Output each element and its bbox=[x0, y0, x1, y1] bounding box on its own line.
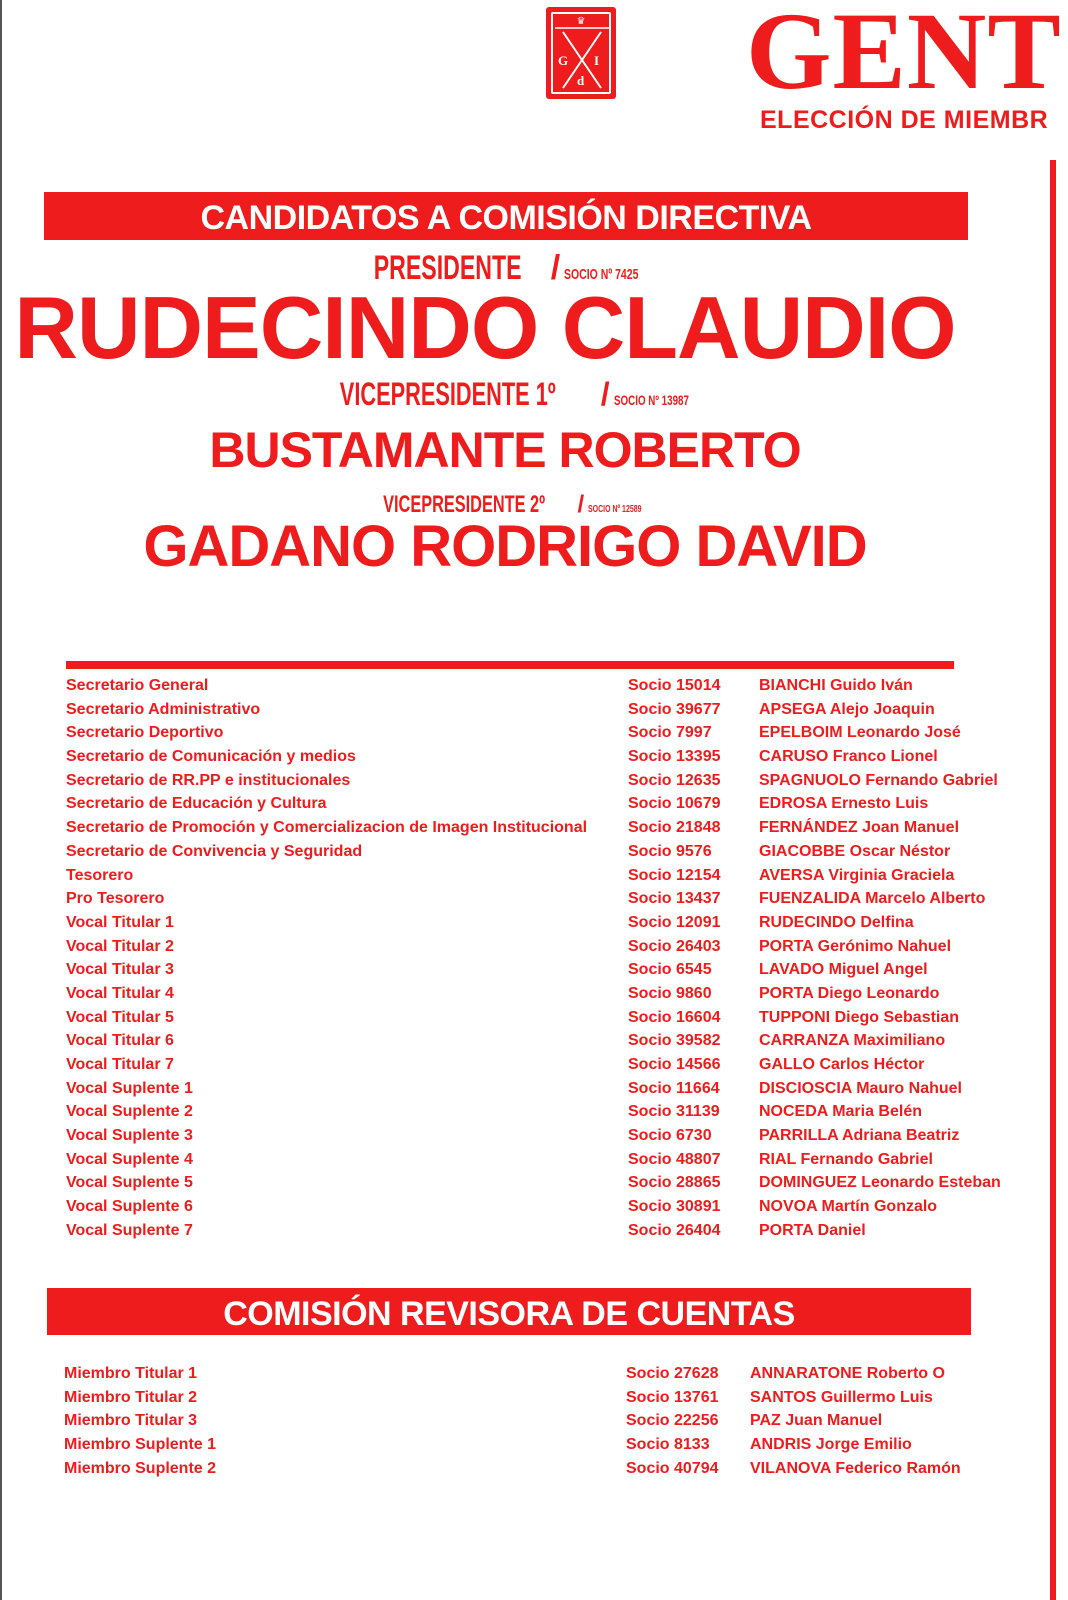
crest-letter-left: G bbox=[558, 53, 569, 68]
row-name: DISCIOSCIA Mauro Nahuel bbox=[759, 1079, 962, 1097]
row-role: Secretario de Convivencia y Seguridad bbox=[66, 842, 363, 860]
row-socio: Socio 7997 bbox=[628, 724, 712, 742]
row-name: GALLO Carlos Héctor bbox=[759, 1056, 925, 1073]
row-name: EDROSA Ernesto Luis bbox=[759, 795, 929, 813]
row-role: Miembro Titular 2 bbox=[64, 1388, 198, 1406]
row-role: Secretario General bbox=[66, 677, 209, 694]
row-role: Secretario de Educación y Cultura bbox=[66, 795, 327, 813]
crown-icon: ♛ bbox=[576, 16, 586, 27]
row-socio: Socio 12154 bbox=[628, 866, 721, 884]
crest-frame bbox=[551, 12, 611, 94]
row-socio: Socio 10679 bbox=[628, 795, 721, 813]
row-name: RUDECINDO Delfina bbox=[759, 913, 914, 931]
row-role: Vocal Suplente 6 bbox=[66, 1198, 193, 1216]
row-role: Miembro Suplente 2 bbox=[64, 1459, 217, 1477]
row-socio: Socio 48807 bbox=[628, 1150, 721, 1168]
vice2-socio: SOCIO Nº 12589 bbox=[588, 504, 642, 515]
row-name: NOVOA Martín Gonzalo bbox=[759, 1198, 938, 1216]
row-socio: Socio 30891 bbox=[628, 1198, 721, 1216]
row-name: ANDRIS Jorge Emilio bbox=[750, 1436, 912, 1454]
row-name: SPAGNUOLO Fernando Gabriel bbox=[759, 771, 998, 789]
row-name: CARUSO Franco Lionel bbox=[759, 748, 938, 766]
row-socio: Socio 39582 bbox=[628, 1032, 721, 1050]
row-socio: Socio 27628 bbox=[626, 1365, 719, 1382]
row-socio: Socio 6730 bbox=[628, 1127, 712, 1145]
row-role: Miembro Suplente 1 bbox=[64, 1436, 217, 1454]
row-name: ANNARATONE Roberto O bbox=[750, 1365, 945, 1382]
row-role: Vocal Titular 6 bbox=[66, 1032, 174, 1050]
row-name: EPELBOIM Leonardo José bbox=[759, 724, 961, 742]
presidente-name: RUDECINDO CLAUDIO bbox=[14, 278, 956, 377]
right-divider bbox=[1050, 160, 1056, 1600]
row-socio: Socio 21848 bbox=[628, 819, 721, 837]
row-name: PORTA Diego Leonardo bbox=[759, 984, 940, 1002]
separator: / bbox=[550, 249, 561, 287]
vice1-name: BUSTAMANTE ROBERTO bbox=[209, 422, 801, 478]
vice1-socio: SOCIO Nº 13987 bbox=[613, 392, 689, 408]
row-socio: Socio 31139 bbox=[628, 1103, 720, 1121]
row-socio: Socio 8133 bbox=[626, 1436, 710, 1454]
row-name: PARRILLA Adriana Beatriz bbox=[759, 1127, 960, 1145]
row-name: RIAL Fernando Gabriel bbox=[759, 1150, 933, 1168]
row-name: VILANOVA Federico Ramón bbox=[750, 1459, 961, 1477]
crest-letter-bottom: d bbox=[577, 73, 585, 88]
row-socio: Socio 9576 bbox=[628, 842, 712, 860]
row-role: Pro Tesorero bbox=[66, 890, 165, 908]
row-role: Vocal Suplente 3 bbox=[66, 1127, 193, 1145]
row-name: GIACOBBE Oscar Néstor bbox=[759, 842, 951, 860]
presidente-socio: SOCIO Nº 7425 bbox=[564, 266, 639, 283]
row-role: Vocal Titular 1 bbox=[66, 913, 174, 931]
row-role: Secretario Deportivo bbox=[66, 724, 224, 742]
row-role: Secretario de Promoción y Comercializacion de Imagen Institucional bbox=[66, 819, 588, 837]
row-socio: Socio 15014 bbox=[628, 677, 721, 694]
row-socio: Socio 13395 bbox=[628, 748, 721, 766]
row-socio: Socio 26404 bbox=[628, 1221, 721, 1239]
vice1-role: VICEPRESIDENTE 1º bbox=[340, 376, 556, 412]
row-socio: Socio 9860 bbox=[628, 984, 712, 1002]
row-socio: Socio 39677 bbox=[628, 700, 721, 718]
row-role: Miembro Titular 1 bbox=[64, 1365, 198, 1382]
row-name: BIANCHI Guido Iván bbox=[759, 677, 913, 694]
row-name: FUENZALIDA Marcelo Alberto bbox=[759, 890, 986, 908]
row-name: PORTA Daniel bbox=[759, 1221, 866, 1239]
row-role: Tesorero bbox=[66, 866, 134, 884]
row-name: AVERSA Virginia Graciela bbox=[759, 866, 955, 884]
row-socio: Socio 40794 bbox=[626, 1459, 719, 1477]
row-name: CARRANZA Maximiliano bbox=[759, 1032, 946, 1050]
directiva-banner: CANDIDATOS A COMISIÓN DIRECTIVA bbox=[44, 192, 968, 240]
club-crest-icon bbox=[546, 7, 616, 99]
row-socio: Socio 13761 bbox=[626, 1388, 719, 1406]
row-socio: Socio 12635 bbox=[628, 771, 721, 789]
row-name: LAVADO Miguel Angel bbox=[759, 961, 928, 979]
separator: / bbox=[600, 376, 610, 412]
row-name: NOCEDA Maria Belén bbox=[759, 1103, 922, 1121]
row-role: Miembro Titular 3 bbox=[64, 1412, 198, 1430]
row-name: SANTOS Guillermo Luis bbox=[750, 1388, 933, 1406]
row-socio: Socio 26403 bbox=[628, 937, 721, 955]
row-role: Vocal Titular 4 bbox=[66, 984, 174, 1002]
row-socio: Socio 14566 bbox=[628, 1056, 721, 1073]
row-role: Secretario Administrativo bbox=[66, 700, 261, 718]
row-socio: Socio 28865 bbox=[628, 1174, 721, 1192]
presidente-role: PRESIDENTE bbox=[374, 249, 522, 287]
row-role: Vocal Titular 2 bbox=[66, 937, 174, 955]
section-divider bbox=[66, 661, 954, 669]
row-role: Vocal Suplente 1 bbox=[66, 1079, 193, 1097]
row-name: APSEGA Alejo Joaquin bbox=[759, 700, 935, 718]
row-role: Vocal Suplente 2 bbox=[66, 1103, 193, 1121]
row-name: PAZ Juan Manuel bbox=[750, 1412, 883, 1430]
row-socio: Socio 13437 bbox=[628, 890, 721, 908]
row-socio: Socio 12091 bbox=[628, 913, 721, 931]
brand-title: GENT bbox=[746, 0, 1062, 112]
row-role: Vocal Titular 7 bbox=[66, 1056, 174, 1073]
crest-letter-right: I bbox=[594, 53, 600, 68]
separator: / bbox=[577, 491, 585, 518]
page-edge bbox=[0, 0, 2, 1600]
row-role: Vocal Suplente 5 bbox=[66, 1174, 193, 1192]
row-role: Secretario de RR.PP e institucionales bbox=[66, 771, 351, 789]
row-name: PORTA Gerónimo Nahuel bbox=[759, 937, 952, 955]
vice2-role: VICEPRESIDENTE 2º bbox=[383, 491, 546, 518]
row-role: Vocal Suplente 4 bbox=[66, 1150, 193, 1168]
row-role: Secretario de Comunicación y medios bbox=[66, 748, 356, 766]
row-socio: Socio 6545 bbox=[628, 961, 712, 979]
row-socio: Socio 22256 bbox=[626, 1412, 719, 1430]
row-name: TUPPONI Diego Sebastian bbox=[759, 1008, 960, 1026]
row-name: DOMINGUEZ Leonardo Esteban bbox=[759, 1174, 1001, 1192]
row-name: FERNÁNDEZ Joan Manuel bbox=[759, 819, 960, 837]
row-role: Vocal Titular 5 bbox=[66, 1008, 174, 1026]
row-socio: Socio 11664 bbox=[628, 1079, 720, 1097]
brand-subtitle: ELECCIÓN DE MIEMBR bbox=[760, 106, 1049, 134]
revisora-banner: COMISIÓN REVISORA DE CUENTAS bbox=[47, 1288, 971, 1335]
vice1-line bbox=[0, 376, 1010, 418]
row-role: Vocal Titular 3 bbox=[66, 961, 174, 979]
row-socio: Socio 16604 bbox=[628, 1008, 721, 1026]
vice2-name: GADANO RODRIGO DAVID bbox=[143, 514, 867, 579]
row-role: Vocal Suplente 7 bbox=[66, 1221, 193, 1239]
